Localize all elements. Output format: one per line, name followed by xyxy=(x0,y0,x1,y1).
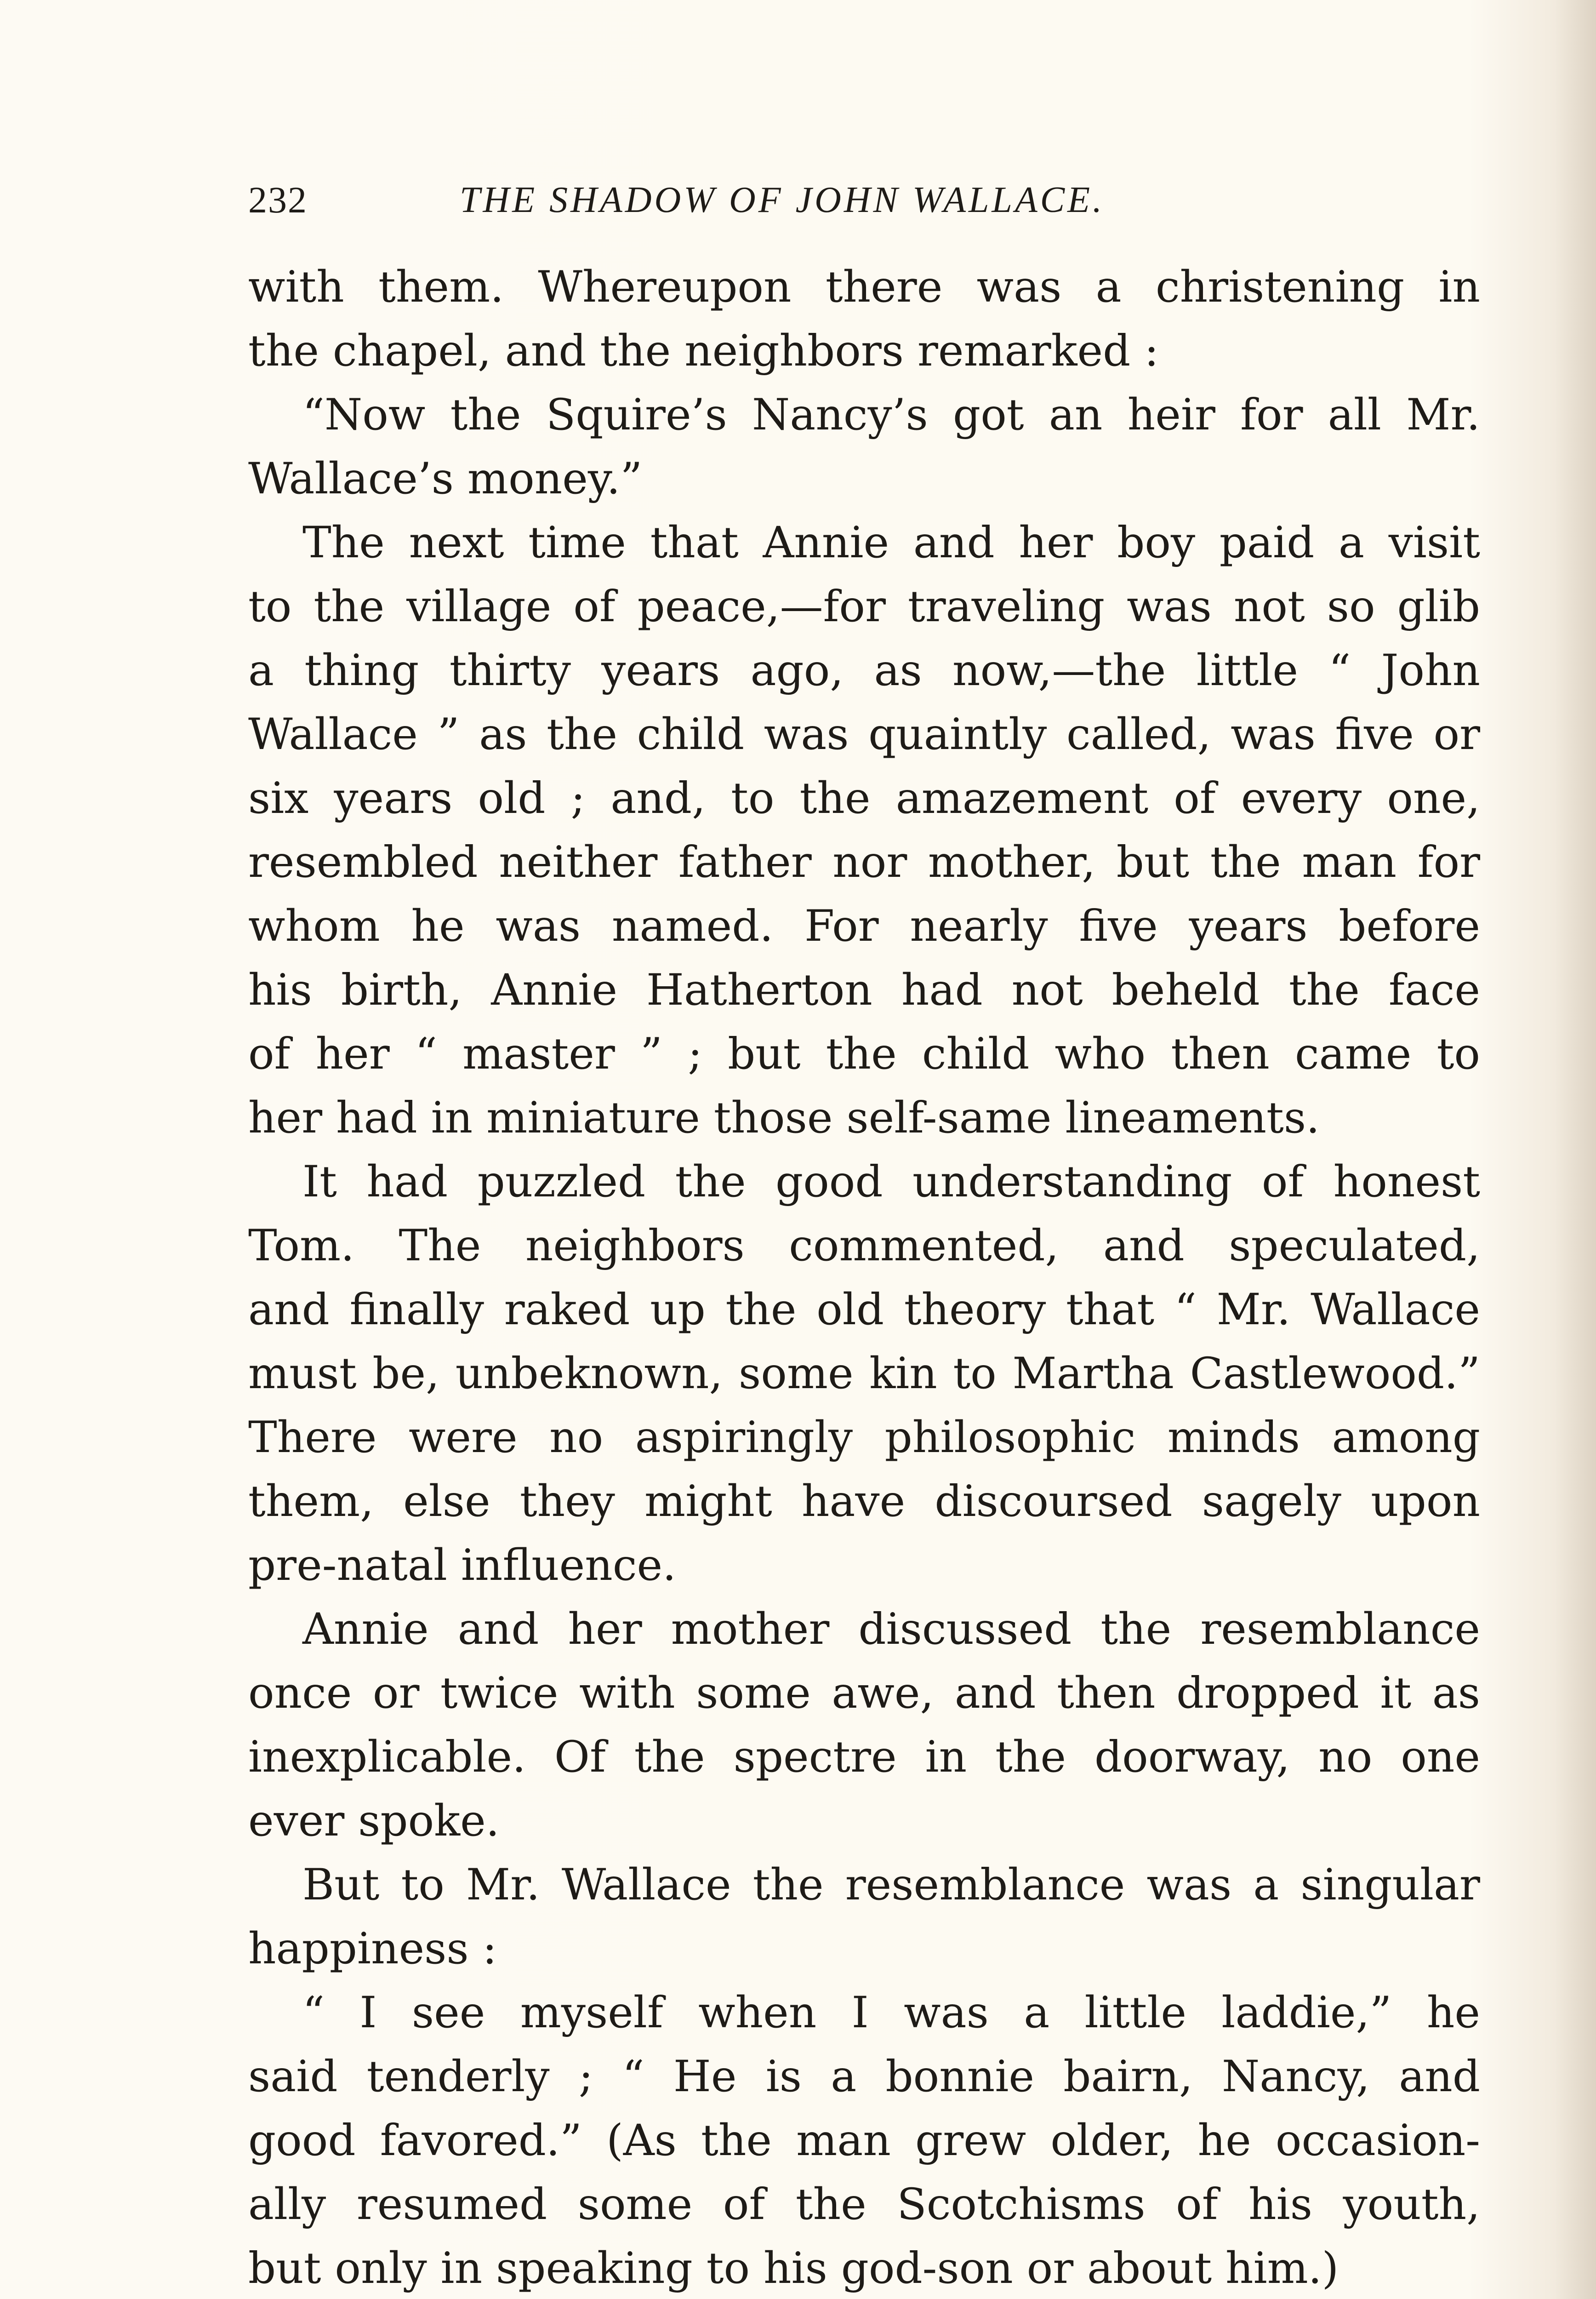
text-line: Annie and her mother discussed the resemblance xyxy=(302,1604,1480,1654)
text-line: The next time that Annie and her boy paid a visit xyxy=(302,518,1480,568)
text-line: once or twice with some awe, and then dropped it as xyxy=(248,1668,1480,1718)
running-title: THE SHADOW OF JOHN WALLACE. xyxy=(460,180,1105,220)
text-line: Wallace’s money.” xyxy=(248,454,643,504)
text-line: of her “ master ” ; but the child who then came to xyxy=(248,1029,1480,1079)
text-line: resembled neither father nor mother, but the man for xyxy=(248,837,1480,887)
text-line: six years old ; and, to the amazement of every one, xyxy=(248,773,1480,824)
text-line: must be, unbeknown, some kin to Martha Castlewood.” xyxy=(248,1349,1480,1399)
text-line: but only in speaking to his god-son or about him.) xyxy=(248,2243,1339,2293)
text-line: said tenderly ; “ He is a bonnie bairn, Nancy, and xyxy=(248,2052,1480,2102)
text-line: It had puzzled the good understanding of honest xyxy=(302,1157,1480,1207)
text-line: But to Mr. Wallace the resemblance was a singular xyxy=(302,1860,1480,1910)
page-header xyxy=(248,170,1480,230)
text-line: ally resumed some of the Scotchisms of his youth, xyxy=(248,2179,1480,2230)
text-line: them, else they might have discoursed sagely upon xyxy=(248,1476,1480,1527)
text-line: her had in miniature those self-same lineaments. xyxy=(248,1093,1320,1143)
text-line: the chapel, and the neighbors remarked : xyxy=(248,326,1159,376)
text-line: Tom. The neighbors commented, and speculated, xyxy=(248,1221,1480,1271)
text-line: “Now the Squire’s Nancy’s got an heir for all Mr. xyxy=(302,390,1480,440)
page-edge-shadow xyxy=(1555,0,1596,2299)
text-line: and finally raked up the old theory that “ Mr. Wallace xyxy=(248,1285,1480,1335)
text-line: with them. Whereupon there was a christening in xyxy=(248,262,1480,312)
body-text xyxy=(248,255,1480,2299)
text-line: to the village of peace,—for traveling was not so glib xyxy=(248,582,1480,632)
page-number: 232 xyxy=(248,179,308,221)
text-line: whom he was named. For nearly five years before xyxy=(248,901,1480,951)
text-line: pre-natal influence. xyxy=(248,1540,677,1590)
text-line: inexplicable. Of the spectre in the doorway, no one xyxy=(248,1732,1480,1782)
text-line: good favored.” (As the man grew older, he occasion- xyxy=(248,2116,1480,2166)
text-line: ever spoke. xyxy=(248,1796,500,1846)
text-line: Wallace ” as the child was quaintly called, was five or xyxy=(248,709,1480,760)
text-line: his birth, Annie Hatherton had not beheld the face xyxy=(248,965,1480,1015)
text-line: happiness : xyxy=(248,1924,497,1974)
text-line: a thing thirty years ago, as now,—the little “ John xyxy=(248,646,1480,696)
text-line: There were no aspiringly philosophic minds among xyxy=(248,1413,1480,1463)
text-line: “ I see myself when I was a little laddie,” he xyxy=(302,1988,1480,2038)
